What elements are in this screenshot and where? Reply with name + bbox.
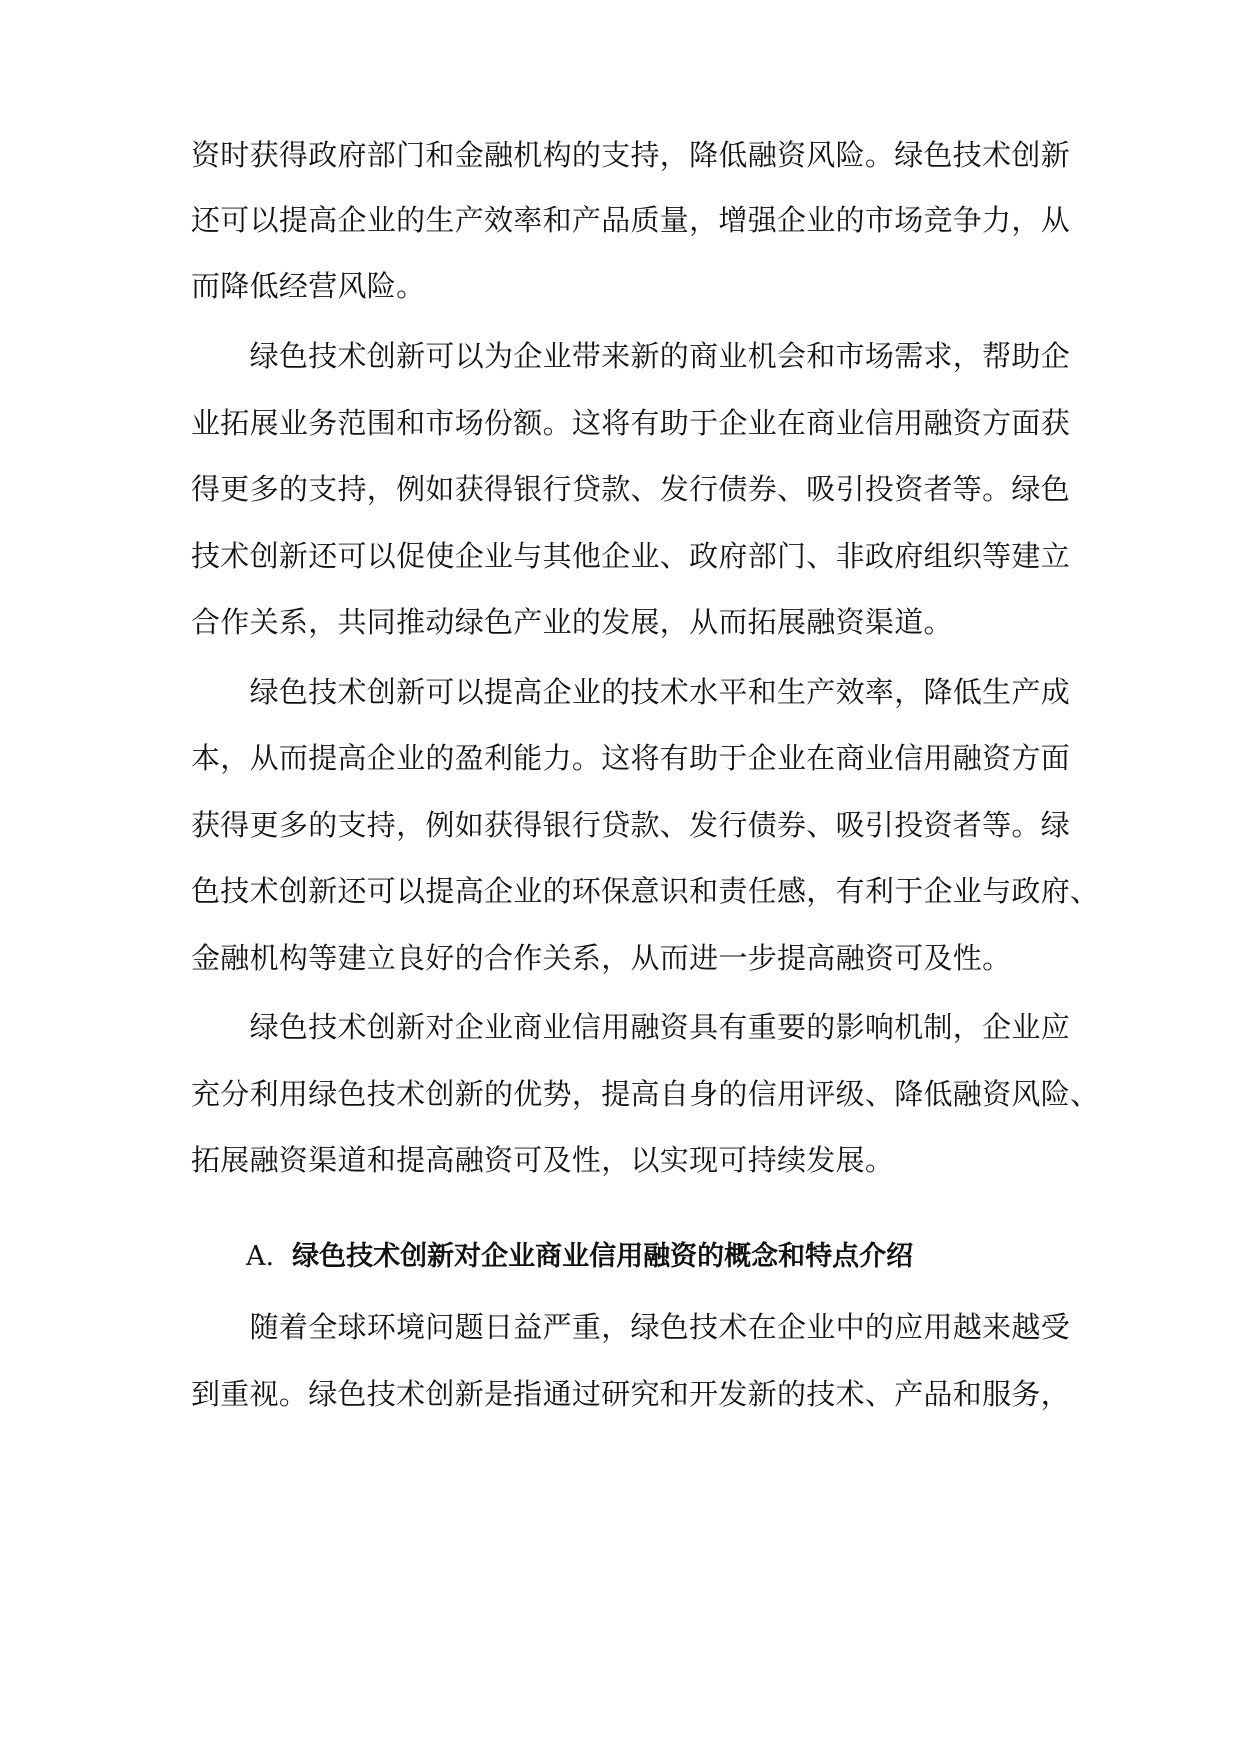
text-line: 本，从而提高企业的盈利能力。这将有助于企业在商业信用融资方面 <box>191 741 1071 775</box>
text-line: 资时获得政府部门和金融机构的支持，降低融资风险。绿色技术创新 <box>191 138 1071 172</box>
text-line: 技术创新还可以促使企业与其他企业、政府部门、非政府组织等建立 <box>191 539 1071 573</box>
text-line: 绿色技术创新对企业商业信用融资具有重要的影响机制，企业应 <box>191 1010 1071 1044</box>
section-title: 绿色技术创新对企业商业信用融资的概念和特点介绍 <box>292 1241 914 1272</box>
section-number: A. <box>246 1241 275 1272</box>
text-line: 获得更多的支持，例如获得银行贷款、发行债券、吸引投资者等。绿 <box>191 808 1071 842</box>
text-line: 拓展融资渠道和提高融资可及性，以实现可持续发展。 <box>191 1143 895 1177</box>
section-heading <box>246 1237 1066 1277</box>
text-line: 金融机构等建立良好的合作关系，从而进一步提高融资可及性。 <box>191 941 1012 975</box>
text-line: 绿色技术创新可以为企业带来新的商业机会和市场需求，帮助企 <box>191 339 1071 373</box>
text-line: 业拓展业务范围和市场份额。这将有助于企业在商业信用融资方面获 <box>191 406 1071 440</box>
text-line: 色技术创新还可以提高企业的环保意识和责任感，有利于企业与政府、 <box>191 874 1100 908</box>
text-line: 还可以提高企业的生产效率和产品质量，增强企业的市场竞争力，从 <box>191 203 1071 237</box>
text-line: 充分利用绿色技术创新的优势，提高自身的信用评级、降低融资风险、 <box>191 1077 1100 1111</box>
text-line: 绿色技术创新可以提高企业的技术水平和生产效率，降低生产成 <box>191 675 1071 709</box>
text-line: 随着全球环境问题日益严重，绿色技术在企业中的应用越来越受 <box>191 1310 1071 1344</box>
text-line: 到重视。绿色技术创新是指通过研究和开发新的技术、产品和服务， <box>191 1377 1071 1411</box>
text-line: 而降低经营风险。 <box>191 269 426 303</box>
text-line: 得更多的支持，例如获得银行贷款、发行债券、吸引投资者等。绿色 <box>191 472 1071 506</box>
text-line: 合作关系，共同推动绿色产业的发展，从而拓展融资渠道。 <box>191 605 953 639</box>
